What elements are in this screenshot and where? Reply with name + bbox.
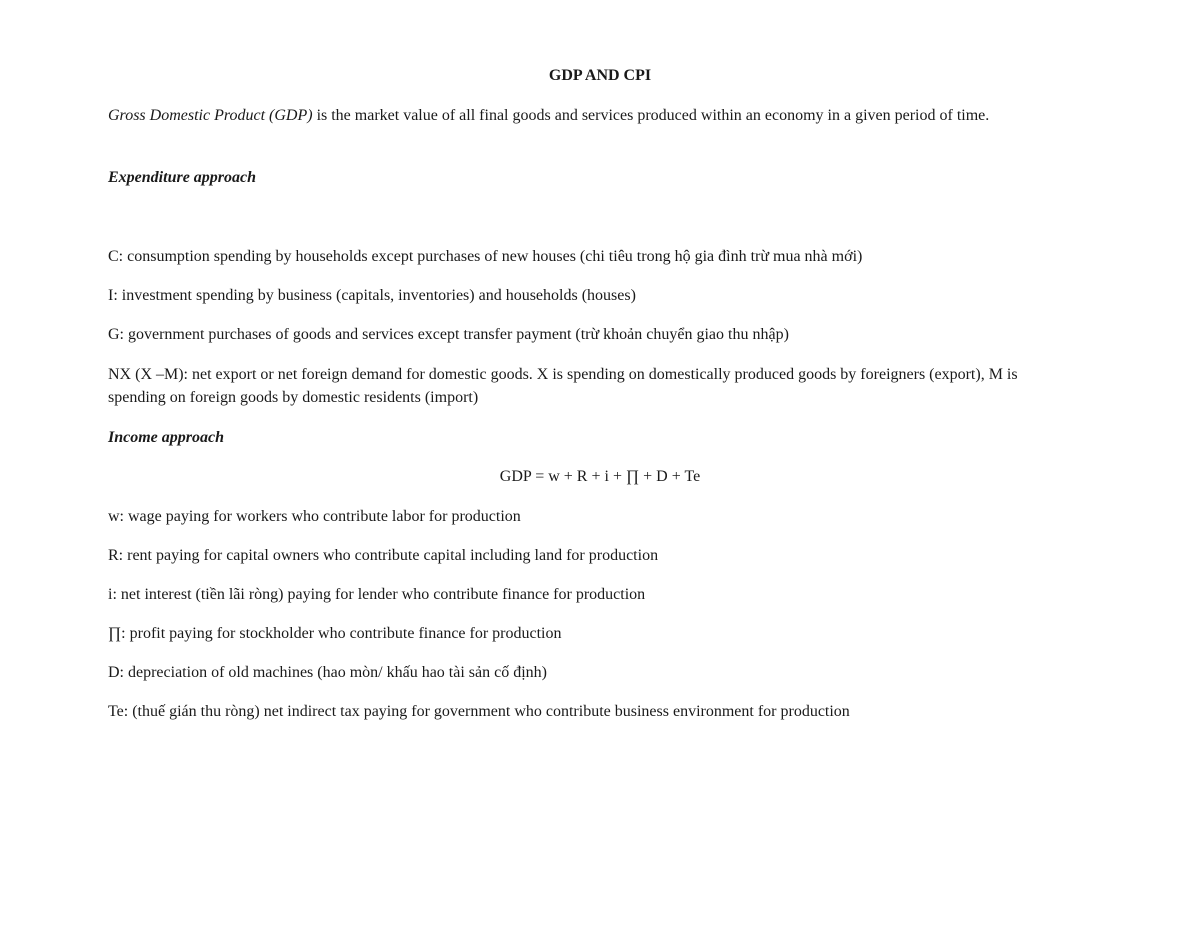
income-formula: GDP = w + R + i + ∏ + D + Te [499,468,701,485]
expenditure-item-nx: NX (X –M): net export or net foreign demand for domestic goods. X is spending on domestically produced goods by foreigners (export), M is spending on foreign goods by domestic residents (import) [108,366,1018,406]
income-item-te: Te: (thuế gián thu ròng) net indirect tax paying for government who contribute business environment for production [108,703,850,720]
income-item-i: i: net interest (tiền lãi ròng) paying for lender who contribute finance for production [108,586,646,603]
gdp-term: Gross Domestic Product (GDP) [108,107,313,124]
expenditure-heading: Expenditure approach [108,169,257,186]
income-heading: Income approach [108,429,224,446]
income-item-profit: ∏: profit paying for stockholder who contribute finance for production [108,625,562,642]
expenditure-item-i: I: investment spending by business (capitals, inventories) and households (houses) [108,287,636,304]
gdp-definition [108,104,1078,127]
expenditure-item-g: G: government purchases of goods and services except transfer payment (trừ khoản chuyển giao thu nhập) [108,326,789,343]
gdp-definition-text: is the market value of all final goods and services produced within an economy in a given period of time. [312,107,990,124]
page-title: GDP AND CPI [548,67,652,84]
expenditure-item-c: C: consumption spending by households except purchases of new houses (chi tiêu trong hộ gia đình trừ mua nhà mới) [108,248,863,265]
income-item-r: R: rent paying for capital owners who contribute capital including land for production [108,547,659,564]
income-item-w: w: wage paying for workers who contribute labor for production [108,508,521,525]
income-item-d: D: depreciation of old machines (hao mòn/ khấu hao tài sản cố định) [108,664,547,681]
